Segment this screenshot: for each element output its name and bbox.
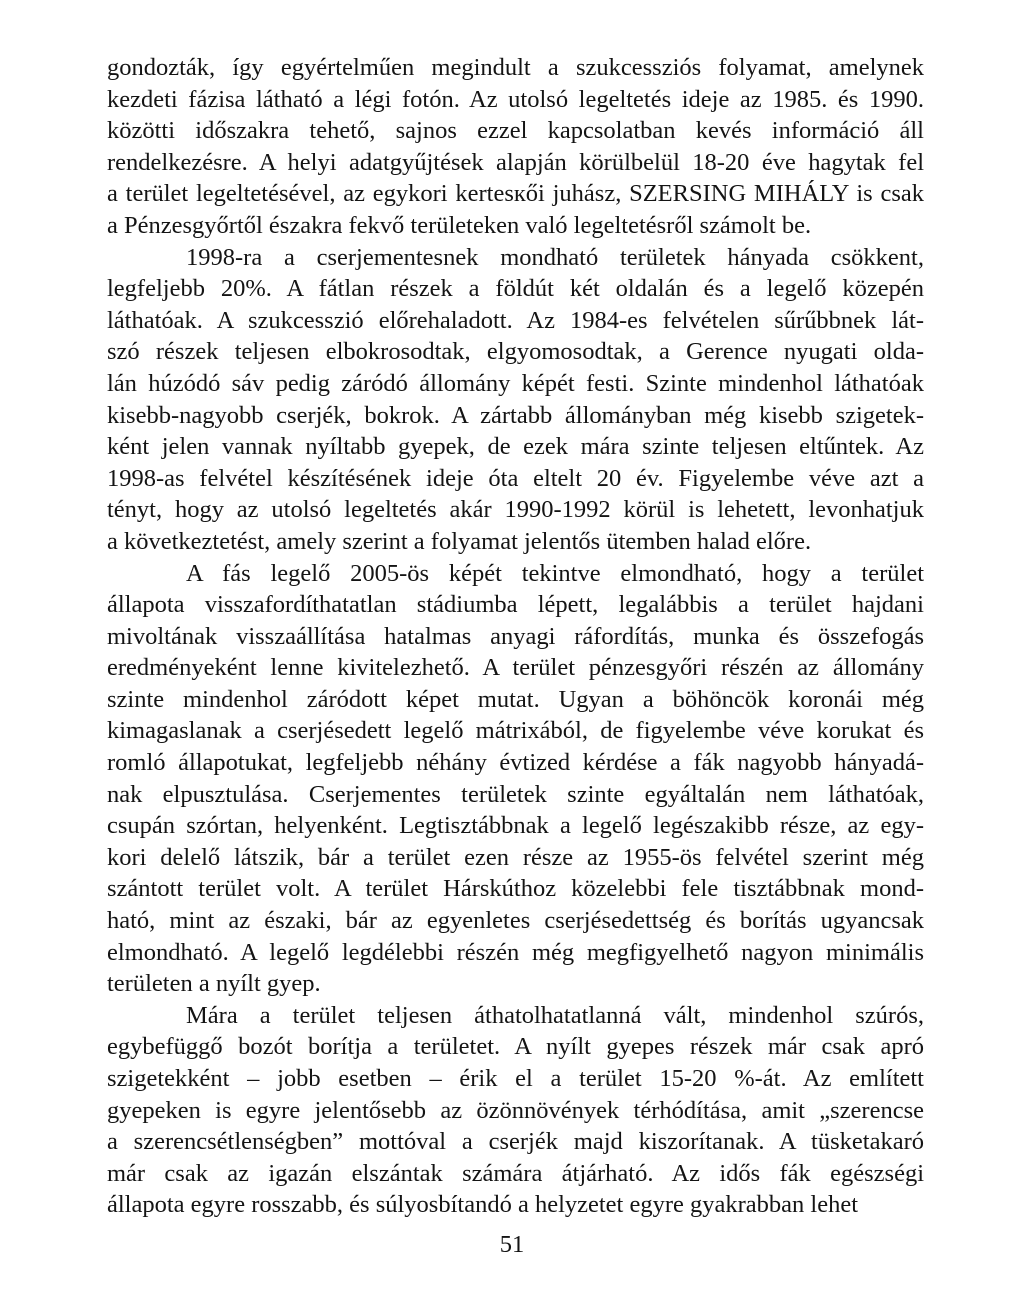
text-line: már csak az igazán elszántak számára átjárható. Az idős fák egészségi	[107, 1159, 924, 1187]
text-line: legfeljebb 20%. A fátlan részek a földút két oldalán és a legelő közepén	[107, 275, 924, 303]
text-line: elmondható. A legelő legdélebbi részén még megfigyelhető nagyon minimális	[107, 938, 924, 966]
text-line: láthatóak. A szukcesszió előrehaladott. Az 1984-es felvételen sűrűbbnek lát-	[107, 306, 924, 334]
paragraph-1	[107, 52, 924, 242]
text-line: a Pénzesgyőrtől északra fekvő területeken való legeltetésről számolt be.	[107, 211, 812, 239]
text-line: rendelkezésre. A helyi adatgyűjtések alapján körülbelül 18-20 éve hagytak fel	[107, 148, 924, 176]
text-line: területen a nyílt gyep.	[107, 970, 321, 998]
text-line: állapota visszafordíthatatlan stádiumba lépett, legalábbis a terület hajdani	[107, 591, 924, 619]
text-line: állapota egyre rosszabb, és súlyosbítandó a helyzetet egyre gyakrabban lehet	[107, 1191, 859, 1219]
text-line: Mára a terület teljesen áthatolhatatlanná vált, mindenhol szúrós,	[186, 1001, 924, 1029]
paragraph-3	[107, 558, 924, 1000]
text-line: kori delelő látszik, bár a terület ezen része az 1955-ös felvétel szerint még	[107, 843, 924, 871]
text-line: mivoltának visszaállítása hatalmas anyagi ráfordítás, munka és összefogás	[107, 622, 924, 650]
text-line: szó részek teljesen elbokrosodtak, elgyomosodtak, a Gerence nyugati olda-	[107, 338, 924, 366]
text-line: 1998-as felvétel készítésének ideje óta eltelt 20 év. Figyelembe véve azt a	[107, 464, 924, 492]
text-line: szigetekként – jobb esetben – érik el a terület 15-20 %-át. Az említett	[107, 1065, 924, 1092]
text-line: ként jelen vannak nyíltabb gyepek, de ezek mára szinte teljesen eltűntek. Az	[107, 433, 924, 461]
text-line: gyepeken is egyre jelentősebb az özönnövények térhódítása, amit „szerencse	[107, 1096, 924, 1124]
document-body	[107, 52, 924, 1221]
text-line: kisebb-nagyobb cserjék, bokrok. A zártabb állományban még kisebb szigetek-	[107, 401, 924, 429]
text-line: gondozták, így egyértelműen megindult a szukcessziós folyamat, amelynek	[107, 54, 924, 81]
text-line: kimagaslanak a cserjésedett legelő mátrixából, de figyelembe véve korukat és	[107, 717, 924, 745]
text-line: szántott terület volt. A terület Hárskúthoz közelebbi fele tisztábbnak mond-	[107, 875, 924, 903]
text-line: tényt, hogy az utolsó legeltetés akár 1990-1992 körül is lehetett, levonhatjuk	[107, 496, 924, 524]
text-line: a következtetést, amely szerint a folyamat jelentős ütemben halad előre.	[107, 527, 812, 555]
page-number: 51	[499, 1231, 525, 1258]
text-line: romló állapotukat, legfeljebb néhány évtized kérdése a fák nagyobb hányadá-	[107, 749, 924, 777]
text-line: kezdeti fázisa látható a légi fotón. Az utolsó legeltetés ideje az 1985. és 1990.	[107, 85, 924, 113]
text-line: a terület legeltetésével, az egykori kertesкői juhász, SZERSING MIHÁLY is csak	[107, 180, 924, 208]
text-line: lán húzódó sáv pedig záródó állomány képét festi. Szinte mindenhol láthatóak	[107, 369, 924, 397]
paragraph-2	[107, 242, 924, 558]
text-line: 1998-ra a cserjementesnek mondható területek hányada csökkent,	[186, 243, 924, 271]
text-line: ható, mint az északi, bár az egyenletes cserjésedettség és borítás ugyancsak	[107, 907, 924, 935]
text-line: nak elpusztulása. Cserjementes területek szinte egyáltalán nem láthatóak,	[107, 780, 924, 808]
text-line: közötti időszakra tehető, sajnos ezzel kapcsolatban kevés információ áll	[107, 117, 924, 145]
paragraph-4	[107, 1000, 924, 1221]
text-line: a szerencsétlenségben” mottóval a cserjék majd kiszorítanak. A tüsketakaró	[107, 1128, 924, 1156]
text-line: eredményeként lenne kivitelezhető. A terület pénzesgyőri részén az állomány	[107, 654, 924, 682]
text-line: A fás legelő 2005-ös képét tekintve elmondható, hogy a terület	[186, 559, 924, 587]
text-line: egybefüggő bozót borítja a területet. A nyílt gyepes részek már csak apró	[107, 1033, 924, 1061]
text-line: csupán szórtan, helyenként. Legtisztábbnak a legelő legészakibb része, az egy-	[107, 812, 924, 840]
text-line: szinte mindenhol záródott képet mutat. Ugyan a böhöncök koronái még	[107, 685, 924, 713]
